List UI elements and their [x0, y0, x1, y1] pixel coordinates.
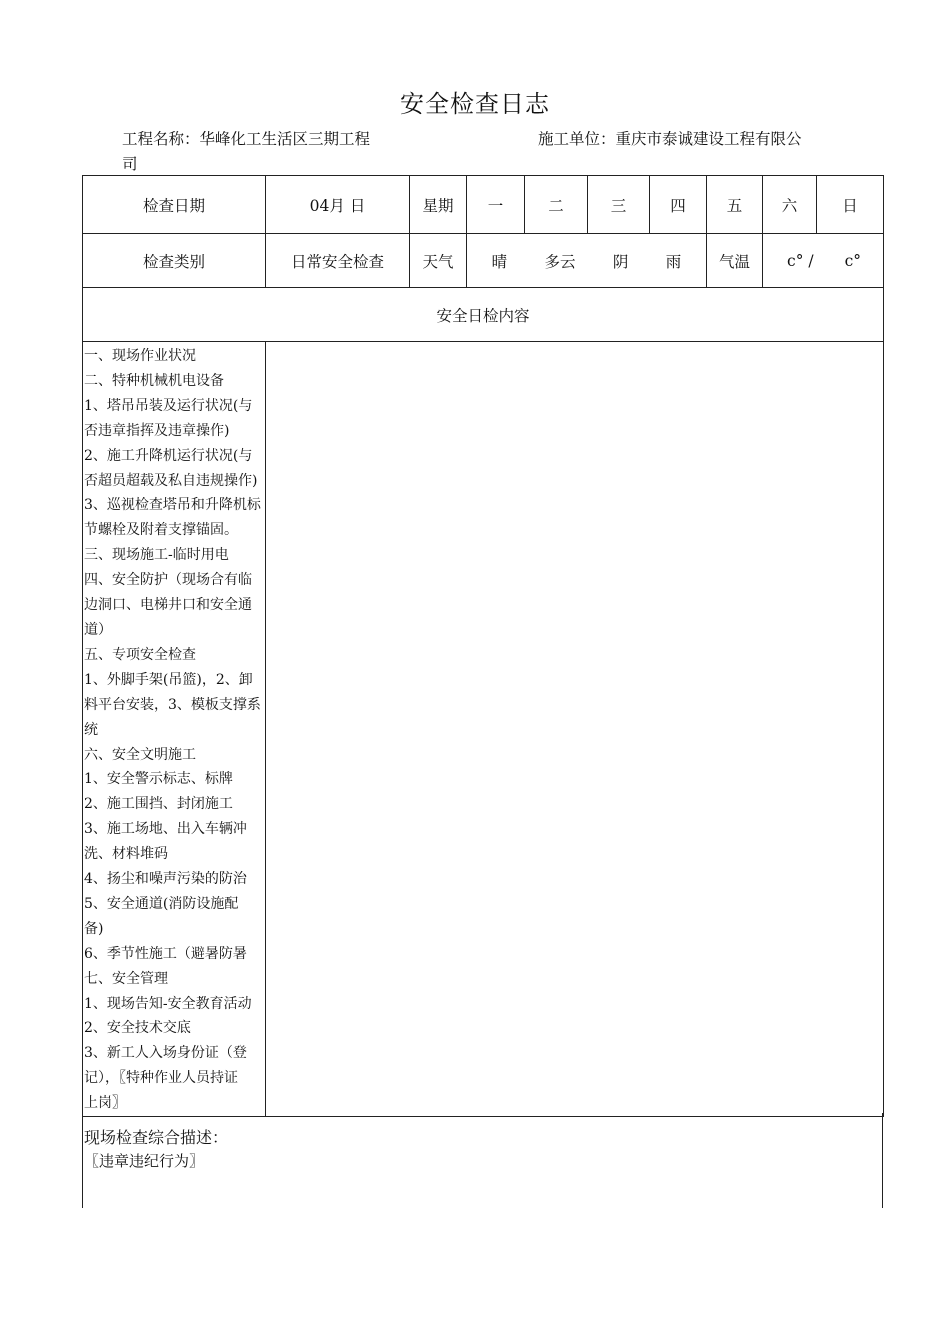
check-item: 二、特种机械机电设备 [84, 372, 224, 389]
check-item: 道） [84, 621, 112, 638]
check-item: 边洞口、电梯井口和安全通 [84, 597, 252, 614]
weather-options [467, 234, 707, 288]
weekday-option[interactable]: 六 [763, 176, 817, 234]
temperature-value[interactable] [763, 234, 884, 288]
check-item: 6、季节性施工（避暑防暑 [84, 945, 247, 962]
check-item: 记），〖特种作业人员持证 [84, 1070, 238, 1087]
weather-option[interactable]: 晴 [491, 252, 508, 271]
check-item: 3、施工场地、出入车辆冲 [84, 821, 247, 838]
check-item: 1、现场告知-安全教育活动 [84, 995, 252, 1012]
check-item: 料平台安装，3、模板支撑系 [84, 696, 261, 713]
check-item: 节螺栓及附着支撑锚固。 [84, 522, 238, 539]
check-item: 三、现场施工-临时用电 [84, 547, 229, 564]
check-item: 四、安全防护（现场合有临 [84, 572, 252, 589]
weekday-option[interactable]: 日 [817, 176, 884, 234]
weekday-option[interactable]: 三 [588, 176, 650, 234]
project-name: 工程名称：华峰化工生活区三期工程 [122, 130, 371, 148]
weekday-option[interactable]: 二 [525, 176, 588, 234]
weather-option[interactable]: 多云 [544, 252, 576, 271]
weather-label: 天气 [410, 234, 467, 288]
check-item: 洗、材料堆码 [84, 846, 168, 863]
type-row [83, 234, 884, 288]
summary-label: 现场检查综合描述： [84, 1128, 229, 1147]
construction-unit: 施工单位：重庆市泰诚建设工程有限公 [538, 130, 802, 148]
page-title: 安全检查日志 [400, 90, 550, 118]
check-item: 否违章指挥及违章操作) [84, 422, 230, 439]
check-item: 5、安全通道(消防设施配 [84, 895, 239, 912]
inspection-log-table [82, 175, 884, 1117]
temperature-low-unit: c° / [787, 251, 814, 270]
check-item: 统 [84, 721, 98, 738]
content-header-row [83, 288, 884, 342]
check-item: 3、巡视检查塔吊和升降机标 [84, 497, 261, 514]
check-item: 1、外脚手架(吊篮)，2、卸 [84, 671, 253, 688]
check-item: 否超员超载及私自违规操作) [84, 472, 258, 489]
check-item: 4、扬尘和噪声污染的防治 [84, 871, 247, 888]
date-label: 检查日期 [83, 176, 266, 234]
check-item: 1、塔吊吊装及运行状况(与 [84, 397, 253, 414]
check-item: 3、新工人入场身份证（登 [84, 1045, 247, 1062]
type-label: 检查类别 [83, 234, 266, 288]
check-item: 七、安全管理 [84, 970, 168, 987]
check-item: 备) [84, 920, 104, 937]
violation-label: 〖违章违纪行为〗 [84, 1152, 205, 1170]
date-row [83, 176, 884, 234]
temperature-high-unit: c° [844, 251, 861, 270]
check-notes-area[interactable] [266, 342, 884, 1117]
check-items-list [83, 344, 265, 1116]
check-item: 2、施工围挡、封闭施工 [84, 796, 233, 813]
check-item: 五、专项安全检查 [84, 646, 196, 663]
date-value[interactable]: 04月 日 [266, 176, 410, 234]
weekday-option[interactable]: 四 [650, 176, 707, 234]
weekday-label: 星期 [410, 176, 467, 234]
content-row [83, 342, 884, 1117]
check-items-cell [83, 342, 266, 1117]
check-item: 上岗〗 [84, 1095, 126, 1112]
temperature-label: 气温 [707, 234, 763, 288]
content-header: 安全日检内容 [83, 288, 884, 342]
check-item: 六、安全文明施工 [84, 746, 196, 763]
type-value[interactable]: 日常安全检查 [266, 234, 410, 288]
check-item: 2、施工升降机运行状况(与 [84, 447, 253, 464]
weather-option[interactable]: 阴 [612, 252, 629, 271]
check-item: 2、安全技术交底 [84, 1020, 191, 1037]
check-item: 一、现场作业状况 [84, 348, 196, 364]
weekday-option[interactable]: 五 [707, 176, 763, 234]
weather-option[interactable]: 雨 [665, 252, 682, 271]
construction-unit-overflow: 司 [122, 155, 138, 173]
check-item: 1、安全警示标志、标牌 [84, 771, 233, 788]
weekday-option[interactable]: 一 [467, 176, 525, 234]
